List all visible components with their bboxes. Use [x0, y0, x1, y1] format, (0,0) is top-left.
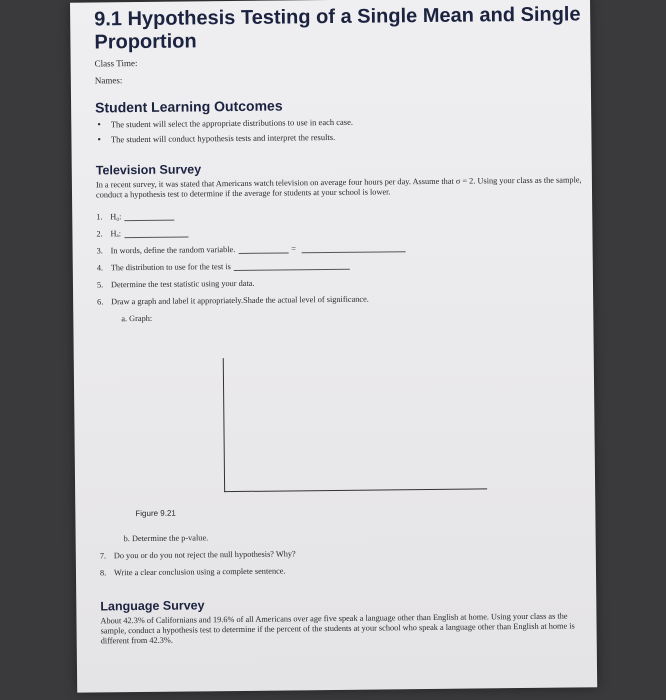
- graph-area[interactable]: [223, 355, 487, 492]
- page-content: [94, 3, 591, 646]
- question-6b: b. Determine the p-value.: [123, 533, 209, 544]
- outcome-item: • The student will conduct hypothesis tests and interpret the results.: [97, 129, 585, 145]
- question-8: 8. Write a clear conclusion using a complete sentence.: [99, 566, 286, 578]
- question-6a: a. Graph:: [121, 313, 153, 324]
- document-page: [70, 0, 597, 693]
- question-7: 7. Do you or do you not reject the null hypothesis? Why?: [99, 549, 296, 561]
- page-title: [94, 3, 584, 54]
- language-survey-paragraph: About 42.3% of Californians and 19.6% of all Americans over age five speak a language other than English at home. Using your class as the sample, conduct a hypothesis test to determine if the percent of the students at your school who speak a language other than English at home is different from 42.3%.: [100, 611, 575, 646]
- question-3: 3. In words, define the random variable. =: [96, 233, 586, 255]
- question-1: 1. H₀:: [96, 199, 586, 221]
- question-4: 4. The distribution to use for the test is: [97, 250, 587, 272]
- outcomes-heading: Student Learning Outcomes: [95, 97, 283, 116]
- question-2: 2. Hₐ:: [96, 216, 586, 238]
- title-line-1: 9.1 Hypothesis Testing of a Single Mean and Single: [94, 3, 581, 31]
- names-label: Names:: [94, 75, 123, 86]
- outcome-item: • The student will select the appropriate distributions to use in each case.: [97, 114, 585, 130]
- question-5: 5. Determine the test statistic using your data.: [96, 278, 255, 290]
- question-6: 6. Draw a graph and label it appropriately.Shade the actual level of significance.: [97, 294, 369, 307]
- title-line-2: Proportion: [94, 30, 197, 54]
- tv-survey-paragraph: In a recent survey, it was stated that Americans watch television on average four hours per day. Assume that σ = 2. Using your class as the sample, conduct a hypothesis test to determine if the average for students at your school is lower.: [95, 175, 582, 200]
- language-survey-heading: Language Survey: [100, 598, 205, 614]
- figure-caption: Figure 9.21: [135, 508, 176, 519]
- tv-survey-heading: Television Survey: [95, 162, 202, 178]
- class-time-label: Class Time:: [94, 58, 138, 69]
